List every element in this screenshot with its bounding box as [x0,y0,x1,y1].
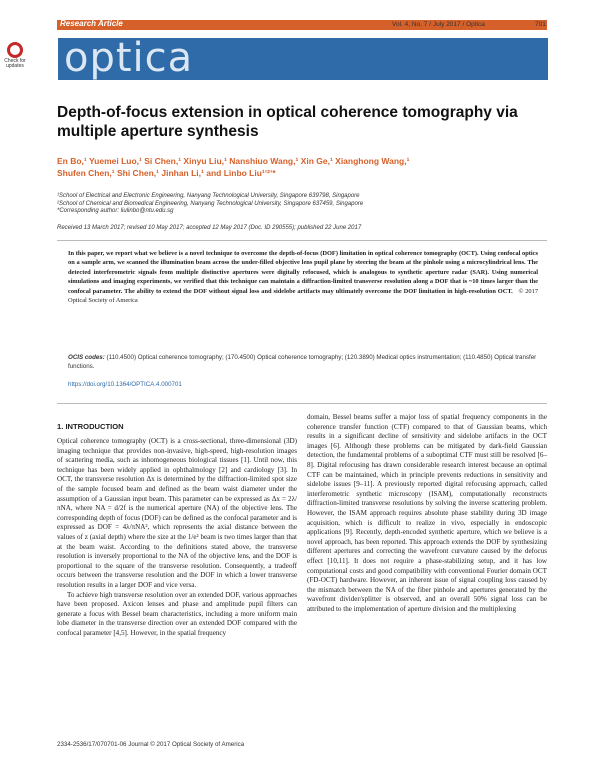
author-list [57,155,547,179]
affiliations [57,193,547,216]
journal-logo-band [58,35,548,81]
affiliation-2: ²School of Chemical and Biomedical Engineering, Nanyang Technological University, Singapore 637459, Singapore [57,200,364,207]
ocis-text: (110.4500) Optical coherence tomography; (170.4500) Optical coherence tomography; (120.3890) Medical optics instrumentation; (110.4850) Optical transfer functions. [68,354,537,370]
intro-paragraph-1: Optical coherence tomography (OCT) is a cross-sectional, three-dimensional (3D) imaging technique that provides non-invasive, high-speed, high-resolution images of scattering media, such as inhomogeneous biological tissues [1]. Until now, this technique has been widely applied in ophthalmology [2] and cardiology [3]. In OCT, the transverse resolution Δx is determined by the diffraction-limited spot size of the sample focused beam and defined as the beam waist diameter under the assumption of a Gaussian input beam. This parameter can be expressed as Δx = 2λ/πNA, where NA = d/2f is the numerical aperture (NA) of the objective lens. The corresponding depth of focus (DOF) can be defined as the confocal parameter and is expressed as DOF = 4λ/πNA², which represents the axial distance between the values of z (axial depth) where the size at the 1/e² beam is two times larger than that at the beam waist. According to the definitions stated above, the transverse resolution is inversely proportional to the NA of the objective lens, and the DOF is proportional to the square of the transverse resolution. Consequently, a tradeoff occurs between the transverse resolution and the DOF in which a lower transverse resolution results in a larger DOF and vice versa. [57,437,297,589]
crossmark-badge[interactable] [1,42,29,76]
ocis-codes [68,353,538,371]
abstract [68,249,538,305]
ocis-label: OCIS codes: [68,354,105,361]
crossmark-icon [7,42,23,58]
page-number: 701 [535,21,546,28]
divider-top [57,240,547,241]
doi-link[interactable]: https://doi.org/10.1364/OPTICA.4.000701 [68,381,182,388]
article-title: Depth-of-focus extension in optical coherence tomography via multiple aperture synthesis [57,104,518,140]
intro-paragraph-3: domain, Bessel beams suffer a major loss of spatial frequency components in the coherence transfer function (CTF) compared to that of Gaussian beams, which results in a significant decline of sensitivity and sidelobe artifacts in the OCT images [6]. Although these problems can be mitigated by dark-field Gaussian detection, the fundamental problems of a suboptimal CTF must still be resolved [6–8]. Digital refocusing has drawn considerable research interest because an optimal CTF can be maintained, which in principle prevents reductions in sensitivity and sidelobe issues [9–11]. A previously reported digital refocusing approach, called interferometric synthetic microscopy (ISAM), computationally reconstructs diffraction-limited transverse resolutions by solving the inverse scattering problem. However, the ISAM approach requires absolute phase stability during 3D image acquisition, which is difficult to realize in vivo, especially in endoscopic applications [9]. Recently, depth-encoded synthetic aperture, which we believe is a novel approach, has been reported. This approach extends the DOF by synthesizing different apertures and correcting the wavefront curvature caused by the defocus effect [10,11]. It does not require a phase-stabilizing setup, and it has low computational costs and good compatibility with conventional Fourier domain OCT (FD-OCT) hardware. However, an inherent issue of signal coupling loss caused by the mismatch between the NA of the fiber pinhole and apertures generated by the wavefront divider/splitter is observed, and an overall 50% signal loss can be attributed to the implementation of aperture division and the multiplexing [307,413,547,613]
affiliation-1: ¹School of Electrical and Electronic Engineering, Nanyang Technological University, Singapore 639798, Singapore [57,193,360,199]
journal-logo: optica [64,35,194,81]
copyright: © 2017 Optical Society of America [68,287,539,305]
divider-bottom [57,403,547,404]
authors-line-1: En Bo,¹ Yuemei Luo,¹ Si Chen,¹ Xinyu Liu,¹ Nanshiuo Wang,¹ Xin Ge,¹ Xianghong Wang,¹ [57,156,410,166]
left-column [57,416,297,638]
volume-info: Vol. 4, No. 7 / July 2017 / Optica [392,21,485,28]
intro-paragraph-2: To achieve high transverse resolution over an extended DOF, various approaches have been proposed. Axicon lenses and phase and amplitude pupil filters can generate a focus with Bessel beam characteristics, including a more uniform main lobe diameter in the transverse direction over an extended DOF compared with the confocal parameter [4,5]. However, in the spatial frequency [57,590,297,637]
authors-line-2: Shufen Chen,¹ Shi Chen,¹ Jinhan Li,¹ and Linbo Liu¹ʼ²ʼ* [57,168,276,178]
footer-copyright: 2334-2536/17/070701-06 Journal © 2017 Optical Society of America [57,741,245,748]
article-type-tag: Research Article [60,19,123,28]
abstract-text: In this paper, we report what we believe is a novel technique to overcome the depth-of-focus (DOF) limitation in optical coherence tomography (OCT). Using confocal optics on a sample arm, we scanned the illumination beam across the under-filled objective lens pupil plane by steering the beam at the pinhole using a microcylindrical lens. The detected interferometric signals from multiple distinctive apertures were digitally refocused, which is analogous to synthetic aperture radar (SAR). Using numerical simulations and imaging experiments, we verified that this technique can maintain a diffraction-limited transverse resolution along a DOF that is ~10 times larger than the confocal parameter. The ability to extend the DOF without signal loss and sidelobe artifacts may ultimately overcome the DOF limitation in high-resolution OCT. [68,250,538,295]
publication-dates: Received 13 March 2017; revised 10 May 2017; accepted 12 May 2017 (Doc. ID 290555); published 22 June 2017 [57,225,362,231]
section-heading: 1. INTRODUCTION [57,422,124,431]
crossmark-label: Check for updates [4,58,26,69]
right-column [307,413,547,614]
corresponding-author: *Corresponding author: liulinbo@ntu.edu.sg [57,208,174,214]
